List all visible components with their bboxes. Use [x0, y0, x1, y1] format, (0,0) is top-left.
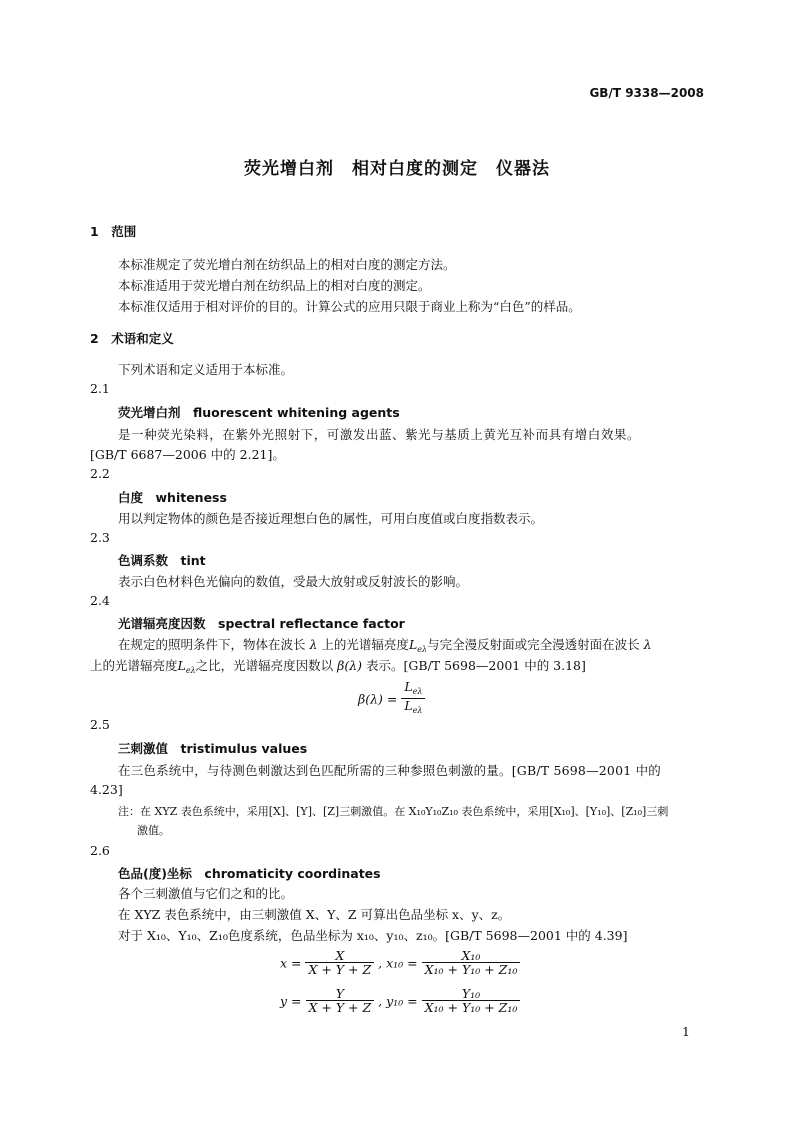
term-number-2-3: 2.3: [90, 530, 110, 545]
text: 表示。[GB/T 5698—2001 中的 3.18]: [366, 658, 586, 673]
page-number: 1: [682, 1024, 690, 1039]
term-2-6-definition-line-3: 对于 X₁₀、Y₁₀、Z₁₀色度系统，色品坐标为 x₁₀、y₁₀、z₁₀。[GB/T 5698—2001 中的 4.39]: [118, 928, 628, 943]
term-2-3-title: 色调系数 tint: [118, 553, 206, 568]
denominator: X + Y + Z: [305, 962, 374, 977]
denominator-symbol: L: [404, 698, 413, 713]
fraction: [306, 987, 375, 1015]
term-2-1-definition: 是一种荧光染料，在紫外光照射下，可激发出蓝、紫光与基质上黄光互补而具有增白效果。: [118, 427, 641, 442]
term-2-4-definition-line-1: [118, 635, 652, 654]
denominator: X₁₀ + Y₁₀ + Z₁₀: [422, 1000, 521, 1015]
numerator: Y: [335, 986, 344, 1001]
term-number-2-2: 2.2: [90, 466, 110, 481]
page-title: 荧光增白剂 相对白度的测定 仪器法: [244, 159, 550, 179]
section-1-heading: 1 范围: [90, 224, 137, 239]
fraction: [305, 949, 374, 977]
term-2-4-title: 光谱辐亮度因数 spectral reflectance factor: [118, 616, 405, 631]
lambda-symbol: λ: [309, 637, 318, 652]
term-2-6-definition-line-2: 在 XYZ 表色系统中，由三刺激值 X、Y、Z 可算出色品坐标 x、y、z。: [118, 907, 511, 922]
numerator-symbol: L: [404, 679, 413, 694]
formula-lhs: y =: [280, 993, 302, 1009]
radiance-symbol: L: [177, 658, 186, 673]
denominator: [401, 698, 425, 718]
x-formula: [280, 949, 520, 977]
term-2-6-definition-line-1: 各个三刺激值与它们之和的比。: [118, 886, 294, 901]
y-formula: [280, 987, 520, 1015]
text: 与完全漫反射面或完全漫透射面在波长: [427, 637, 640, 652]
fraction: [401, 680, 425, 718]
scope-paragraph-1: 本标准规定了荧光增白剂在纺织品上的相对白度的测定方法。: [118, 257, 456, 272]
term-2-6-title: 色品(度)坐标 chromaticity coordinates: [118, 866, 381, 881]
radiance-subscript: eλ: [185, 666, 196, 675]
lambda-symbol: λ: [643, 637, 652, 652]
scope-paragraph-2: 本标准适用于荧光增白剂在纺织品上的相对白度的测定。: [118, 278, 431, 293]
formula-lhs: , x₁₀ =: [378, 955, 418, 971]
term-2-5-title: 三刺激值 tristimulus values: [118, 741, 308, 756]
term-2-5-reference: 4.23]: [90, 782, 123, 797]
terms-intro: 下列术语和定义适用于本标准。: [118, 362, 294, 377]
numerator: X₁₀: [461, 948, 481, 963]
term-number-2-6: 2.6: [90, 843, 110, 858]
term-number-2-1: 2.1: [90, 381, 110, 396]
term-2-1-title: 荧光增白剂 fluorescent whitening agents: [118, 405, 400, 420]
text: 之比，光谱辐亮度因数以: [195, 658, 334, 673]
term-2-2-title: 白度 whiteness: [118, 490, 227, 505]
denominator: X + Y + Z: [306, 1000, 375, 1015]
denominator-subscript: eλ: [412, 706, 423, 715]
term-number-2-5: 2.5: [90, 717, 110, 732]
numerator: [401, 680, 425, 698]
term-2-5-note-line-1: 注：在 XYZ 表色系统中，采用[X]、[Y]、[Z]三刺激值。在 X₁₀Y₁₀Z₁₀ 表色系统中，采用[X₁₀]、[Y₁₀]、[Z₁₀]三刺: [118, 805, 669, 818]
numerator-subscript: eλ: [412, 687, 423, 696]
radiance-subscript: eλ: [417, 645, 428, 654]
fraction: [422, 949, 521, 977]
term-2-3-definition: 表示白色材料色光偏向的数值，受最大放射或反射波长的影响。: [118, 574, 469, 589]
beta-symbol: β(λ): [337, 658, 363, 673]
term-2-2-definition: 用以判定物体的颜色是否接近理想白色的属性，可用白度值或白度指数表示。: [118, 511, 544, 526]
formula-lhs: β(λ) =: [358, 691, 398, 707]
formula-lhs: x =: [280, 955, 302, 971]
radiance-symbol: L: [408, 637, 418, 652]
term-number-2-4: 2.4: [90, 593, 110, 608]
section-2-heading: 2 术语和定义: [90, 331, 174, 346]
numerator: X: [335, 948, 345, 963]
numerator: Y₁₀: [461, 986, 481, 1001]
text: 上的光谱辐亮度: [321, 637, 409, 652]
text: 在规定的照明条件下，物体在波长: [118, 637, 306, 652]
term-2-1-reference: [GB/T 6687—2006 中的 2.21]。: [90, 447, 285, 462]
term-2-5-definition: 在三色系统中，与待测色刺激达到色匹配所需的三种参照色刺激的量。[GB/T 5698—2001 中的: [118, 763, 661, 778]
fraction: [422, 987, 521, 1015]
text: 上的光谱辐亮度: [90, 658, 178, 673]
beta-formula: [358, 680, 425, 718]
term-2-4-definition-line-2: [90, 656, 586, 675]
standard-number: GB/T 9338—2008: [589, 86, 704, 100]
denominator: X₁₀ + Y₁₀ + Z₁₀: [422, 962, 521, 977]
formula-lhs: , y₁₀ =: [378, 993, 418, 1009]
scope-paragraph-3: 本标准仅适用于相对评价的目的。计算公式的应用只限于商业上称为“白色”的样品。: [118, 299, 581, 314]
term-2-5-note-line-2: 激值。: [137, 824, 170, 837]
